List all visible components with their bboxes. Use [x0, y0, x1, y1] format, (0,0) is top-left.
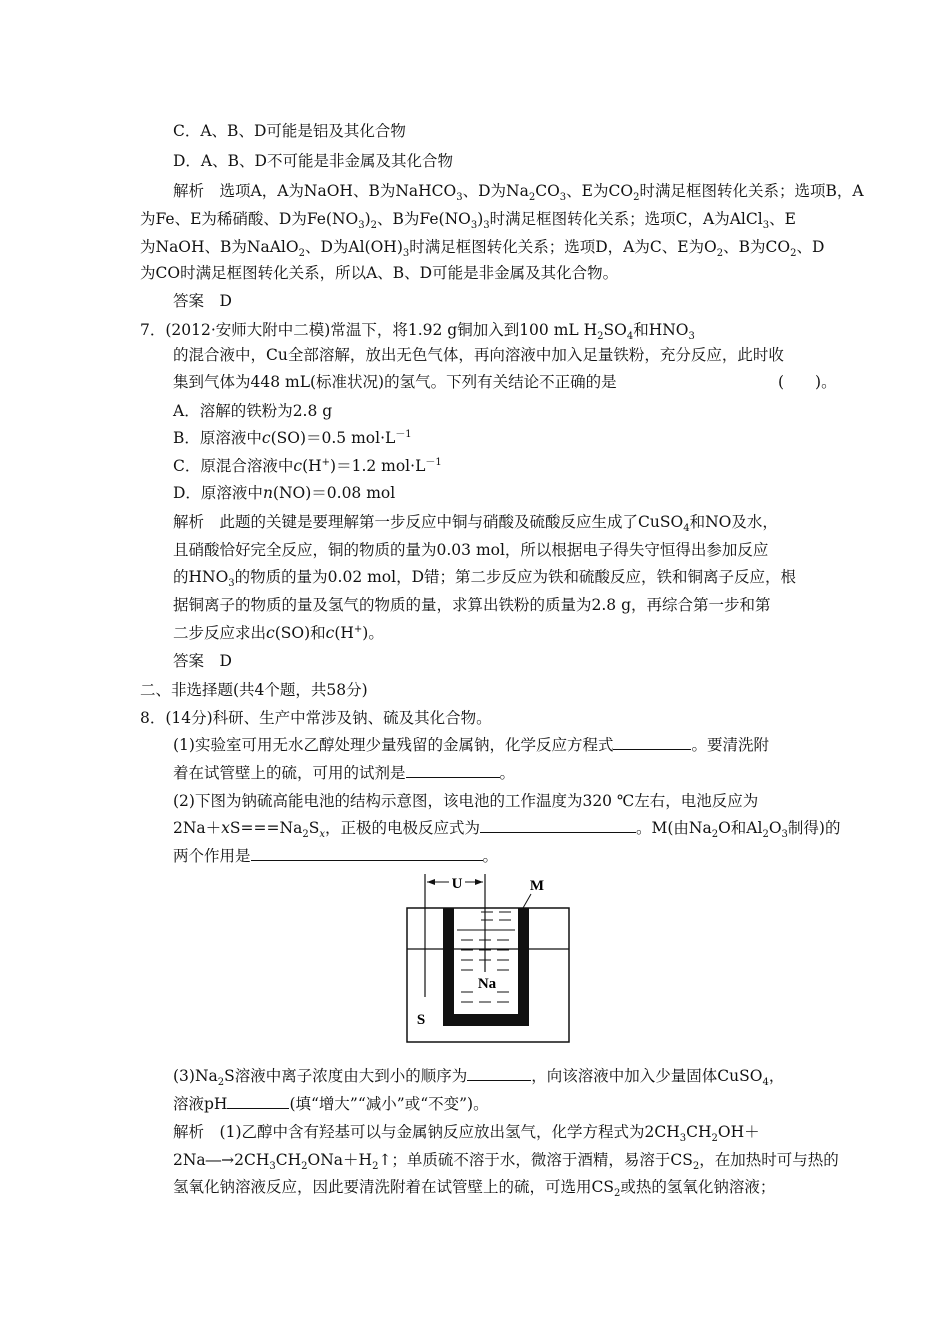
- answer-blank[interactable]: [406, 763, 500, 778]
- q7-analysis-line-1: 解析 此题的关键是要理解第一步反应中铜与硝酸及硫酸反应生成了CuSO$_4$和NO及水，: [173, 513, 778, 535]
- q7-analysis-line-5: 二步反应求出c(SO)和c(H+)。: [173, 623, 384, 642]
- answer-blank[interactable]: [227, 1094, 289, 1109]
- q6-option-c: C．A、B、D可能是铝及其化合物: [173, 122, 406, 140]
- sodium-sulfur-battery-diagram: [405, 872, 575, 1047]
- q8-part3-line-1: $(3)Na_2S$溶液中离子浓度由大到小的顺序为 ，向该溶液中加入少量固体CuSO$_4$，: [173, 1067, 785, 1089]
- solid-electrolyte-m: [443, 908, 529, 1026]
- q8-part2-line-3: 两个作用是 。: [173, 847, 499, 865]
- q8-analysis-line-1: 解析 (1)乙醇中含有羟基可以与金属钠反应放出氢气，化学方程式为$2CH_3CH_2OH+$: [173, 1123, 760, 1145]
- q8-part1-line-2: 着在试管壁上的硫，可用的试剂是 。: [173, 764, 516, 782]
- q6-analysis-line-1: 解析 选项A，A为NaOH、B为NaHCO$_3$、D为$Na_2CO_3$、E为$CO_2$时满足框图转化关系；选项B，A: [173, 182, 864, 204]
- q6-answer: 答案 D: [173, 292, 232, 310]
- label-u: U: [451, 876, 463, 892]
- label-na: Na: [477, 976, 497, 992]
- answer-blank[interactable]: [480, 818, 636, 833]
- analysis-label: 解析: [173, 182, 205, 200]
- label-s: S: [416, 1012, 426, 1028]
- q6-option-d: D．A、B、D不可能是非金属及其化合物: [173, 152, 453, 170]
- q8-analysis-line-3: 氢氧化钠溶液反应，因此要清洗附着在试管壁上的硫，可选用$CS_2$或热的氢氧化钠溶液；: [173, 1178, 776, 1200]
- q7-analysis-line-4: 据铜离子的物质的量及氢气的物质的量，求算出铁粉的质量为2.8 g，再综合第一步和第: [173, 596, 771, 614]
- q8-analysis-line-2: $2Na―\to 2CH_3CH_2ONa+H_2↑$；单质硫不溶于水，微溶于酒精，易溶于$CS_2$，在加热时可与热的: [173, 1151, 839, 1173]
- q7-analysis-line-2: 且硝酸恰好完全反应，铜的物质的量为0.03 mol，所以根据电子得失守恒得出参加反应: [173, 541, 769, 559]
- q7-stem-line-1: 7．(2012·安师大附中二模)常温下，将1.92 g铜加入到100 mL $H_2SO_4$和$HNO_3$: [140, 321, 695, 343]
- answer-blank[interactable]: [613, 735, 691, 750]
- label-m: M: [529, 878, 545, 894]
- q7-option-d: D．原溶液中n(NO)＝0.08 mol: [173, 484, 396, 502]
- q7-option-a: A．溶解的铁粉为2.8 g: [173, 402, 333, 420]
- section-heading: 二、非选择题(共4个题，共58分): [140, 681, 368, 699]
- analysis-label: 解析: [173, 1123, 205, 1141]
- q7-option-b: B．原溶液中c(SO)＝0.5 $mol\cdot L^{-1}$: [173, 428, 412, 447]
- answer-blank[interactable]: [251, 846, 483, 861]
- analysis-label: 解析: [173, 513, 205, 531]
- q8-part2-line-2: $2Na+xS===Na_2S_x$，正极的电极反应式为 。M(由$Na_2O$和$Al_2O_3$制得)的: [173, 819, 841, 841]
- q6-analysis-line-2: 为Fe、E为稀硝酸、D为$Fe(NO_3)_2$、B为$Fe(NO_3)_3$时满足框图转化关系；选项C，A为AlCl$_3$、E: [140, 210, 796, 232]
- q7-stem-line-2: 的混合液中，Cu全部溶解，放出无色气体，再向溶液中加入足量铁粉，充分反应，此时收: [173, 346, 784, 364]
- q7-answer: 答案 D: [173, 652, 232, 670]
- q6-analysis-line-4: 为CO时满足框图转化关系，所以A、B、D可能是非金属及其化合物。: [140, 264, 619, 282]
- q8-stem: 8．(14分)科研、生产中常涉及钠、硫及其化合物。: [140, 709, 492, 727]
- q7-stem-line-3: 集到气体为448 mL(标准状况)的氢气。下列有关结论不正确的是: [173, 373, 617, 391]
- q8-part3-line-2: 溶液pH (填“增大”“减小”或“不变”)。: [173, 1095, 489, 1113]
- q6-analysis-line-3: 为NaOH、B为NaAlO$_2$、D为$Al(OH)_3$时满足框图转化关系；选项D，A为C、E为$O_2$、B为$CO_2$、D: [140, 238, 825, 260]
- q7-analysis-line-3: 的$HNO_3$的物质的量为0.02 mol，D错；第二步反应为铁和硫酸反应，铁和铜离子反应，根: [173, 568, 797, 590]
- q7-option-c: C．原混合溶液中c(H+)＝1.2 $mol\cdot L^{-1}$: [173, 456, 442, 475]
- q7-answer-paren: ( )。: [778, 373, 837, 391]
- q8-part1-line-1: (1)实验室可用无水乙醇处理少量残留的金属钠，化学反应方程式 。要清洗附: [173, 736, 769, 754]
- q8-part2-line-1: (2)下图为钠硫高能电池的结构示意图，该电池的工作温度为320 ℃左右，电池反应为: [173, 792, 759, 810]
- answer-blank[interactable]: [467, 1066, 531, 1081]
